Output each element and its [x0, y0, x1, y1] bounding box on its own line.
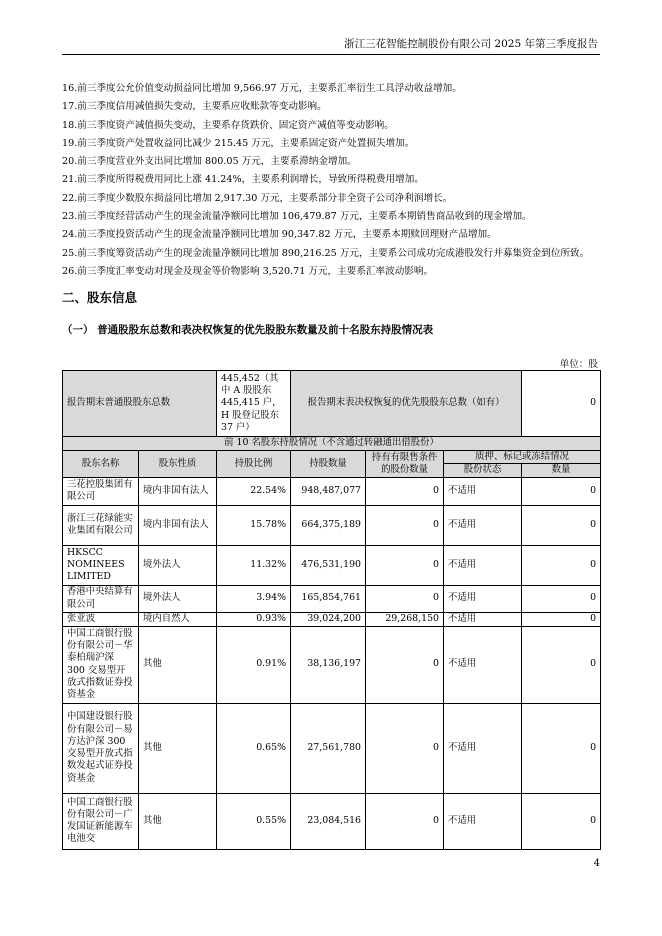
- holder-name: 中国工商银行股份有限公司－华泰柏瑞沪深 300 交易型开放式指数证券投资基金: [63, 626, 139, 703]
- note-item: 21.前三季度所得税费用同比上涨 41.24%，主要系利润增长，导致所得税费用增加。: [62, 174, 424, 186]
- holder-pledge-status: 不适用: [444, 612, 522, 626]
- holder-shares: 165,854,761: [291, 585, 366, 612]
- note-item: 19.前三季度资产处置收益同比减少 215.45 万元，主要系固定资产处置损失增加。: [62, 137, 415, 149]
- table-row: [63, 585, 601, 612]
- holder-ratio: 22.54%: [217, 477, 291, 505]
- notes-list: [62, 80, 602, 281]
- table-row: [63, 612, 601, 626]
- holder-ratio: 0.55%: [217, 793, 291, 849]
- col-header-pledge-group: 质押、标记或冻结情况: [444, 451, 601, 464]
- col-header-pledge-status: 股份状态: [444, 464, 522, 477]
- col-header-ratio: 持股比例: [217, 451, 291, 478]
- holder-pledge-status: 不适用: [444, 793, 522, 849]
- holder-restricted: 0: [366, 585, 444, 612]
- holder-restricted: 0: [366, 703, 444, 793]
- header-divider: [62, 54, 600, 55]
- col-header-restricted: 持有有限售条件的股份数量: [366, 451, 444, 478]
- holder-restricted: 0: [366, 545, 444, 585]
- holder-pledge-qty: 0: [522, 626, 601, 703]
- col-header-shares: 持股数量: [291, 451, 366, 478]
- holder-pledge-qty: 0: [522, 505, 601, 545]
- table-row: [63, 626, 601, 703]
- holder-pledge-qty: 0: [522, 612, 601, 626]
- total-holders-value: 445,452（其中 A 股股东 445,415 户，H 股登记股东 37 户）: [217, 371, 291, 437]
- holder-pledge-qty: 0: [522, 585, 601, 612]
- table-row: [63, 703, 601, 793]
- note-item: 18.前三季度资产减值损失变动，主要系存货跌价、固定资产减值等变动影响。: [62, 119, 394, 131]
- table-row: [63, 545, 601, 585]
- holder-pledge-qty: 0: [522, 703, 601, 793]
- holder-pledge-status: 不适用: [444, 477, 522, 505]
- holder-pledge-status: 不适用: [444, 703, 522, 793]
- holder-restricted: 0: [366, 477, 444, 505]
- note-item: 16.前三季度公允价值变动损益同比增加 9,566.97 万元，主要系汇率衍生工具浮动收益增加。: [62, 83, 462, 94]
- holder-shares: 23,084,516: [291, 793, 366, 849]
- page-number: 4: [593, 858, 600, 869]
- holder-ratio: 3.94%: [217, 585, 291, 612]
- holder-name: 香港中央结算有限公司: [63, 585, 139, 612]
- shareholder-table: [62, 370, 601, 850]
- note-item: 23.前三季度经营活动产生的现金流量净额同比增加 106,479.87 万元，主要系本期销售商品收到的现金增加。: [62, 211, 532, 223]
- table-row: [63, 793, 601, 849]
- holder-pledge-qty: 0: [522, 477, 601, 505]
- section-title: 二、股东信息: [62, 290, 138, 305]
- holder-name: 中国建设银行股份有限公司－易方达沪深 300 交易型开放式指数发起式证券投资基金: [63, 703, 139, 793]
- top10-caption: 前 10 名股东持股情况（不含通过转融通出借股份）: [63, 437, 601, 451]
- holder-name: 中国工商银行股份有限公司－广发国证新能源车电池交: [63, 793, 139, 849]
- holder-shares: 27,561,780: [291, 703, 366, 793]
- holder-type: 其他: [139, 626, 217, 703]
- holder-shares: 476,531,190: [291, 545, 366, 585]
- holder-shares: 664,375,189: [291, 505, 366, 545]
- total-holders-label: 报告期末普通股股东总数: [63, 371, 217, 437]
- holder-ratio: 0.93%: [217, 612, 291, 626]
- holder-type: 境外法人: [139, 545, 217, 585]
- holder-restricted: 29,268,150: [366, 612, 444, 626]
- holder-name: 浙江三花绿能实业集团有限公司: [63, 505, 139, 545]
- holder-shares: 38,136,197: [291, 626, 366, 703]
- holder-ratio: 0.65%: [217, 703, 291, 793]
- holder-restricted: 0: [366, 505, 444, 545]
- holder-type: 其他: [139, 793, 217, 849]
- holder-ratio: 15.78%: [217, 505, 291, 545]
- holder-shares: 948,487,077: [291, 477, 366, 505]
- holder-pledge-status: 不适用: [444, 585, 522, 612]
- document-header-title: 浙江三花智能控制股份有限公司 2025 年第三季度报告: [344, 38, 598, 50]
- holder-type: 境内非国有法人: [139, 505, 217, 545]
- holder-name: 三花控股集团有限公司: [63, 477, 139, 505]
- holder-name: HKSCC NOMINEES LIMITED: [63, 545, 139, 585]
- preferred-holders-value: 0: [522, 371, 601, 437]
- summary-row: [63, 371, 601, 437]
- holder-restricted: 0: [366, 793, 444, 849]
- col-header-pledge-qty: 数量: [522, 464, 601, 477]
- note-item: 22.前三季度少数股东损益同比增加 2,917.30 万元，主要系部分非全资子公司净利润增长。: [62, 192, 453, 204]
- unit-label: 单位：股: [559, 359, 598, 370]
- top10-caption-row: [63, 437, 601, 451]
- holder-type: 境内非国有法人: [139, 477, 217, 505]
- subsection-title: （一） 普通股股东总数和表决权恢复的优先股股东数量及前十名股东持股情况表: [62, 324, 434, 336]
- preferred-holders-label: 报告期末表决权恢复的优先股股东总数（如有）: [291, 371, 522, 437]
- holder-pledge-qty: 0: [522, 545, 601, 585]
- table-row: [63, 505, 601, 545]
- holder-ratio: 0.91%: [217, 626, 291, 703]
- holder-type: 境内自然人: [139, 612, 217, 626]
- note-item: 26.前三季度汇率变动对现金及现金等价物影响 3,520.71 万元，主要系汇率波动影响。: [62, 265, 434, 277]
- holder-type: 其他: [139, 703, 217, 793]
- holder-shares: 39,024,200: [291, 612, 366, 626]
- holder-restricted: 0: [366, 626, 444, 703]
- table-row: [63, 477, 601, 505]
- holder-type: 境外法人: [139, 585, 217, 612]
- note-item: 20.前三季度营业外支出同比增加 800.05 万元，主要系滞纳金增加。: [62, 156, 357, 168]
- holder-pledge-status: 不适用: [444, 545, 522, 585]
- note-item: 17.前三季度信用减值损失变动，主要系应收账款等变动影响。: [62, 101, 327, 113]
- holder-ratio: 11.32%: [217, 545, 291, 585]
- note-item: 25.前三季度筹资活动产生的现金流量净额同比增加 890,216.25 万元，主要系公司成功完成港股发行并募集资金到位所致。: [62, 247, 590, 259]
- note-item: 24.前三季度投资活动产生的现金流量净额同比增加 90,347.82 万元，主要系本期赎回理财产品增加。: [62, 229, 497, 241]
- holder-pledge-qty: 0: [522, 793, 601, 849]
- holder-pledge-status: 不适用: [444, 626, 522, 703]
- header-row: [63, 451, 601, 464]
- col-header-type: 股东性质: [139, 451, 217, 478]
- holder-pledge-status: 不适用: [444, 505, 522, 545]
- holder-name: 张亚波: [63, 612, 139, 626]
- col-header-name: 股东名称: [63, 451, 139, 478]
